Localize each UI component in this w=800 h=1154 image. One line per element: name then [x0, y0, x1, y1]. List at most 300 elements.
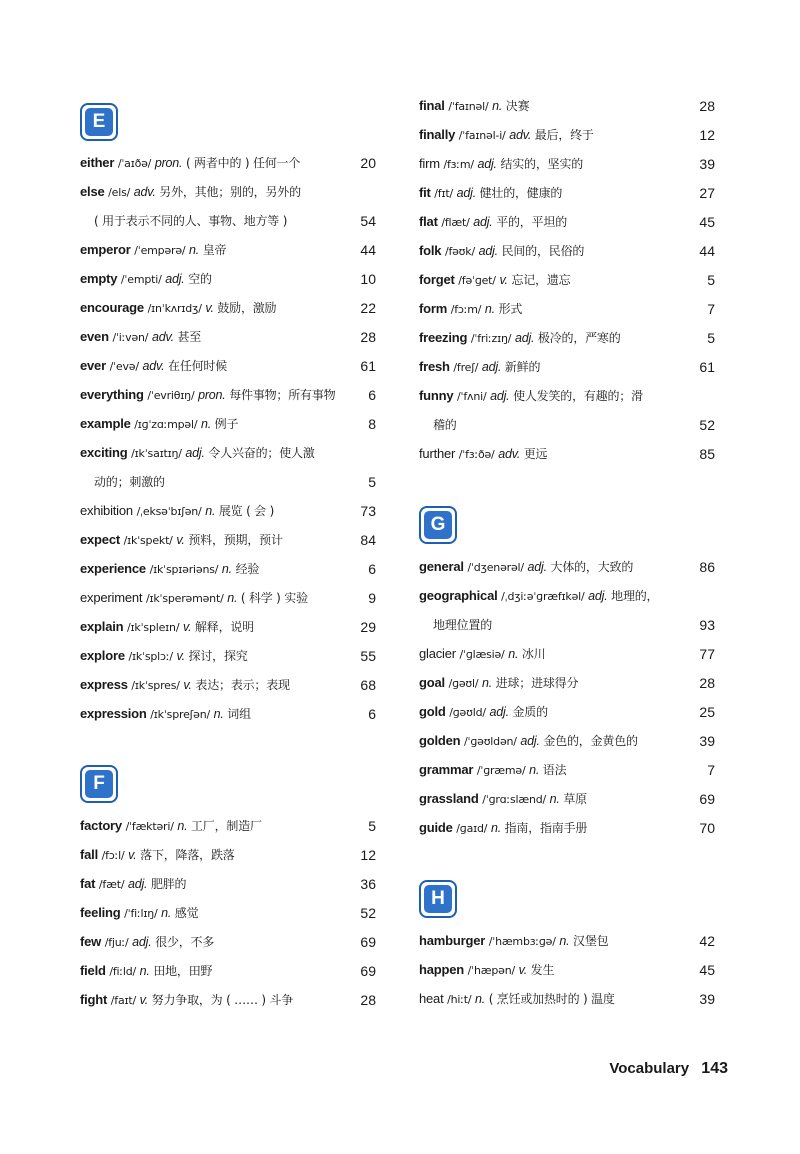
entry-part-of-speech: adj. — [489, 705, 509, 719]
entry-pronunciation: /ˈɡəʊldən/ — [464, 735, 517, 748]
entry-definition: 健壮的，健康的 — [479, 186, 563, 200]
entry-part-of-speech: n. — [139, 964, 150, 978]
entry-text — [419, 155, 583, 172]
entry-part-of-speech: pron. — [198, 388, 226, 402]
entry-pronunciation: /ˈdʒenərəl/ — [467, 561, 524, 574]
vocab-entry — [80, 583, 376, 612]
entry-word: fat — [80, 876, 96, 891]
entry-word: general — [419, 559, 464, 574]
entry-part-of-speech: adj. — [514, 331, 535, 345]
entry-text — [419, 445, 547, 462]
entry-definition: 稽的 — [433, 418, 457, 432]
entry-text — [419, 790, 587, 807]
entry-definition: 结实的，坚实的 — [500, 157, 584, 171]
entry-part-of-speech: adj. — [473, 215, 493, 229]
entry-pronunciation: /ˈfaɪnəl-i/ — [458, 129, 506, 142]
entry-page: 5 — [707, 271, 715, 288]
entry-text — [80, 328, 201, 345]
entry-definition: 大体的，大致的 — [550, 560, 634, 574]
entry-part-of-speech: adj. — [185, 446, 205, 460]
entry-text — [80, 560, 259, 577]
entry-word: emperor — [80, 242, 131, 257]
vocab-entry — [80, 438, 376, 467]
letter-f-badge — [80, 765, 118, 803]
letter-h-badge — [419, 880, 457, 918]
entry-part-of-speech: v. — [205, 301, 214, 315]
entry-page: 70 — [699, 819, 715, 836]
entry-pronunciation: /ɪkˈsperəmənt/ — [145, 592, 224, 605]
entry-definition: 肥胖的 — [150, 877, 187, 891]
entry-page: 69 — [699, 790, 715, 807]
vocab-entry — [419, 352, 715, 381]
entry-definition: 形式 — [498, 302, 523, 316]
entry-pronunciation: /hiːt/ — [447, 993, 472, 1006]
entry-word: form — [419, 301, 448, 316]
entry-pronunciation: /ɪkˈsplɔː/ — [128, 650, 173, 663]
entry-definition: 冰川 — [521, 647, 546, 661]
vocab-entry — [80, 496, 376, 525]
entry-pronunciation: /ˈfʌni/ — [457, 390, 487, 403]
entry-word: field — [80, 963, 106, 978]
entry-text — [419, 126, 594, 143]
entry-word: flat — [419, 214, 438, 229]
vocab-entry — [80, 699, 376, 728]
entry-word: funny — [419, 388, 454, 403]
entry-pronunciation: /ˈfaɪnəl/ — [448, 100, 489, 113]
entry-part-of-speech: n. — [529, 763, 540, 777]
letter-e: E — [85, 108, 113, 136]
vocab-entry — [80, 264, 376, 293]
entry-word: freezing — [419, 330, 468, 345]
entry-pronunciation: /ɪkˈspreʃən/ — [150, 708, 210, 721]
entry-definition: 解释，说明 — [194, 620, 254, 634]
entry-page: 29 — [360, 618, 376, 635]
entry-pronunciation: /ˈempərə/ — [134, 244, 186, 257]
entry-definition: 很少，不多 — [155, 935, 215, 949]
entry-word: express — [80, 677, 128, 692]
vocab-entry — [419, 410, 715, 439]
entry-definition: 令人兴奋的；使人激 — [208, 446, 315, 460]
entry-part-of-speech: n. — [177, 819, 188, 833]
entry-part-of-speech: n. — [213, 707, 224, 721]
entry-definition: 新鲜的 — [504, 360, 541, 374]
vocab-entry — [80, 554, 376, 583]
entry-word: explain — [80, 619, 124, 634]
entry-pronunciation: /fɪt/ — [434, 187, 453, 200]
entry-definition: ( 用于表示不同的人、事物、地方等 ) — [94, 214, 288, 228]
entry-definition: 田地，田野 — [153, 964, 213, 978]
entry-page: 28 — [360, 991, 376, 1008]
entry-text — [419, 213, 567, 230]
entry-text — [419, 674, 578, 691]
entry-page: 36 — [360, 875, 376, 892]
vocab-entry — [419, 178, 715, 207]
entry-page: 45 — [699, 961, 715, 978]
entry-part-of-speech: n. — [227, 591, 238, 605]
entry-page: 28 — [699, 674, 715, 691]
entry-definition: 经验 — [235, 562, 260, 576]
entry-part-of-speech: n. — [161, 906, 172, 920]
entry-word: expect — [80, 532, 120, 547]
entry-page: 69 — [360, 962, 376, 979]
entry-text — [80, 212, 287, 229]
entry-page: 84 — [360, 531, 376, 548]
entry-definition: 语法 — [542, 763, 567, 777]
entry-word: finally — [419, 127, 456, 142]
vocab-entry — [80, 641, 376, 670]
entry-word: heat — [419, 991, 444, 1006]
vocab-entry — [80, 927, 376, 956]
vocab-entry — [419, 294, 715, 323]
entry-page: 9 — [368, 589, 376, 606]
entry-part-of-speech: n. — [475, 992, 486, 1006]
entry-part-of-speech: adv. — [509, 128, 532, 142]
entry-page: 6 — [368, 386, 376, 403]
entry-page: 22 — [360, 299, 376, 316]
entry-word: happen — [419, 962, 465, 977]
entry-definition: 忘记，遗忘 — [511, 273, 571, 287]
entry-definition: 动的；刺激的 — [94, 475, 165, 489]
entry-pronunciation: /ˈevə/ — [109, 360, 139, 373]
entry-text — [80, 415, 238, 432]
entry-definition: 进球；进球得分 — [495, 676, 579, 690]
vocab-entry — [419, 697, 715, 726]
page-number: 143 — [701, 1060, 728, 1077]
entry-part-of-speech: adj. — [520, 734, 540, 748]
vocab-entry — [80, 177, 376, 206]
entry-pronunciation: /ˈhæmbɜːɡə/ — [488, 935, 556, 948]
entry-part-of-speech: adj. — [165, 272, 185, 286]
entry-page: 20 — [360, 154, 376, 171]
entry-page: 86 — [699, 558, 715, 575]
entry-definition: ( 科学 ) 实验 — [240, 591, 308, 605]
entry-part-of-speech: v. — [139, 993, 149, 1007]
entry-part-of-speech: n. — [482, 676, 493, 690]
entry-pronunciation: /fəˈɡet/ — [458, 274, 496, 287]
entry-text — [80, 991, 293, 1008]
entry-text — [80, 904, 198, 921]
entry-part-of-speech: adj. — [478, 244, 498, 258]
entry-definition: ( 烹饪或加热时的 ) 温度 — [488, 992, 615, 1006]
entry-text — [419, 184, 562, 201]
entry-text — [419, 616, 492, 633]
entry-definition: 地理的， — [611, 589, 659, 603]
vocab-entry — [419, 610, 715, 639]
entry-part-of-speech: n. — [490, 821, 501, 835]
entry-definition: 每件事物；所有事物 — [229, 388, 336, 402]
entry-part-of-speech: adj. — [481, 360, 502, 374]
entry-word: further — [419, 446, 456, 461]
vocab-entry — [419, 381, 715, 410]
entry-word: ever — [80, 358, 106, 373]
vocab-entry — [419, 639, 715, 668]
entry-part-of-speech: adv. — [133, 185, 156, 199]
entry-part-of-speech: adj. — [490, 389, 510, 403]
entry-part-of-speech: v. — [176, 649, 185, 663]
entry-word: few — [80, 934, 102, 949]
entry-word: gold — [419, 704, 446, 719]
entry-word: golden — [419, 733, 461, 748]
entry-page: 12 — [699, 126, 715, 143]
entry-pronunciation: /ˈfriːzɪŋ/ — [470, 332, 512, 345]
entry-pronunciation: /els/ — [108, 186, 131, 199]
entry-text — [419, 703, 548, 720]
page-footer — [609, 1060, 728, 1078]
vocab-entry — [80, 898, 376, 927]
vocab-entry — [80, 322, 376, 351]
entry-text — [80, 357, 227, 374]
entry-definition: 空的 — [188, 272, 212, 286]
entry-definition: 地理位置的 — [433, 618, 493, 632]
entry-word: hamburger — [419, 933, 486, 948]
entry-definition: 在任何时候 — [168, 359, 228, 373]
entry-definition: 例子 — [214, 417, 239, 431]
entry-pronunciation: /ˈiːvən/ — [112, 331, 149, 344]
entry-part-of-speech: adj. — [477, 157, 497, 171]
entry-part-of-speech: v. — [128, 848, 137, 862]
entry-part-of-speech: adj. — [127, 877, 148, 891]
letter-f: F — [85, 770, 113, 798]
entry-page: 28 — [699, 97, 715, 114]
entry-definition: 努力争取，为 ( …… ) 斗争 — [151, 993, 294, 1007]
entry-text — [419, 990, 615, 1007]
entry-part-of-speech: adv. — [142, 359, 165, 373]
entry-word: fresh — [419, 359, 450, 374]
entry-pronunciation: /ˈfɜːðə/ — [458, 448, 495, 461]
vocab-entry — [419, 91, 715, 120]
entry-text — [419, 97, 529, 114]
entry-pronunciation: /fjuː/ — [104, 936, 129, 949]
entry-part-of-speech: adj. — [527, 560, 547, 574]
entry-definition: 展览 ( 会 ) — [218, 504, 275, 518]
entry-definition: 极冷的，严寒的 — [537, 331, 621, 345]
entry-text — [419, 587, 658, 604]
vocab-entry — [419, 755, 715, 784]
entry-page: 61 — [699, 358, 715, 375]
entry-part-of-speech: n. — [189, 243, 200, 257]
entry-word: glacier — [419, 646, 456, 661]
entry-text — [80, 589, 308, 606]
vocab-entry — [80, 351, 376, 380]
entry-pronunciation: /ˌeksəˈbɪʃən/ — [136, 505, 202, 518]
entry-part-of-speech: v. — [499, 273, 508, 287]
entry-definition: 另外，其他；别的，另外的 — [159, 185, 301, 199]
entry-page: 5 — [368, 817, 376, 834]
entry-pronunciation: /ˈfæktəri/ — [125, 820, 174, 833]
entry-text — [80, 817, 262, 834]
entry-pronunciation: /ɪnˈkʌrɪdʒ/ — [147, 302, 202, 315]
entry-word: feeling — [80, 905, 121, 920]
entry-definition: 落下，降落，跌落 — [140, 848, 235, 862]
vocab-entry — [419, 984, 715, 1013]
vocab-entry — [80, 206, 376, 235]
entry-text — [80, 299, 276, 316]
entry-word: encourage — [80, 300, 144, 315]
entry-word: empty — [80, 271, 118, 286]
entry-word: experiment — [80, 590, 143, 605]
entry-word: expression — [80, 706, 147, 721]
vocab-entry — [80, 811, 376, 840]
entry-part-of-speech: v. — [182, 620, 192, 634]
entry-part-of-speech: n. — [200, 417, 212, 431]
entry-word: experience — [80, 561, 146, 576]
entry-pronunciation: /ˈaɪðə/ — [117, 157, 152, 170]
vocab-entry — [419, 149, 715, 178]
entry-word: else — [80, 184, 105, 199]
entry-definition: 工厂，制造厂 — [191, 819, 262, 833]
entry-text — [419, 387, 643, 404]
entry-text — [80, 676, 290, 693]
footer-label: Vocabulary — [609, 1060, 690, 1077]
letter-g-badge — [419, 506, 457, 544]
entry-definition: 表达；表示；表现 — [195, 678, 290, 692]
entry-text — [419, 819, 587, 836]
entry-part-of-speech: n. — [559, 934, 570, 948]
entry-pronunciation: /ɡəʊl/ — [448, 677, 479, 690]
entry-text — [80, 444, 315, 461]
entry-page: 55 — [360, 647, 376, 664]
entry-word: exciting — [80, 445, 128, 460]
vocab-entry — [419, 926, 715, 955]
entry-page: 68 — [360, 676, 376, 693]
entry-part-of-speech: adj. — [456, 186, 476, 200]
entry-word: grassland — [419, 791, 479, 806]
vocab-entry — [419, 784, 715, 813]
entry-part-of-speech: adj. — [588, 589, 608, 603]
vocab-entry — [80, 670, 376, 699]
entry-part-of-speech: n. — [484, 302, 495, 316]
entry-text — [80, 241, 226, 258]
entry-page: 7 — [707, 761, 715, 778]
entry-pronunciation: /ˈɡlæsiə/ — [459, 648, 505, 661]
vocab-entry — [419, 207, 715, 236]
entry-text — [80, 183, 301, 200]
entry-part-of-speech: adv. — [151, 330, 174, 344]
vocab-entry — [80, 840, 376, 869]
entry-definition: 金色的，金黄色的 — [543, 734, 638, 748]
entry-page: 93 — [699, 616, 715, 633]
vocab-entry — [419, 236, 715, 265]
entry-definition: 汉堡包 — [573, 934, 609, 948]
entry-part-of-speech: n. — [492, 99, 503, 113]
entry-page: 73 — [360, 502, 376, 519]
entry-text — [80, 846, 235, 863]
vocab-entry — [80, 956, 376, 985]
entry-text — [419, 300, 522, 317]
entry-pronunciation: /ˈempti/ — [120, 273, 162, 286]
entry-word: example — [80, 416, 131, 431]
entry-pronunciation: /ɪkˈspleɪn/ — [127, 621, 180, 634]
entry-part-of-speech: n. — [508, 647, 519, 661]
vocab-entry — [80, 148, 376, 177]
entry-page: 45 — [699, 213, 715, 230]
entry-text — [80, 386, 335, 403]
entry-word: fit — [419, 185, 431, 200]
entry-page: 28 — [360, 328, 376, 345]
letter-g: G — [424, 511, 452, 539]
entry-text — [419, 732, 638, 749]
entry-word: geographical — [419, 588, 498, 603]
entry-part-of-speech: n. — [205, 504, 216, 518]
entry-part-of-speech: n. — [549, 792, 560, 806]
entry-pronunciation: /fiːld/ — [109, 965, 137, 978]
entry-word: fall — [80, 847, 98, 862]
vocab-entry — [80, 869, 376, 898]
letter-e-badge — [80, 103, 118, 141]
vocab-entry — [419, 120, 715, 149]
entry-text — [80, 502, 274, 519]
entry-pronunciation: /ˌdʒiːəˈɡræfɪkəl/ — [501, 590, 585, 603]
entry-definition: 平的，平坦的 — [496, 215, 568, 229]
entry-page: 42 — [699, 932, 715, 949]
entry-definition: 发生 — [530, 963, 555, 977]
vocab-entry — [80, 985, 376, 1014]
entry-text — [80, 154, 300, 171]
entry-definition: 最后，终于 — [534, 128, 594, 142]
vocab-entry — [419, 581, 715, 610]
entry-page: 39 — [699, 155, 715, 172]
entry-part-of-speech: n. — [221, 562, 232, 576]
entry-pronunciation: /ɪkˈspekt/ — [123, 534, 173, 547]
entry-text — [80, 531, 283, 548]
entry-word: either — [80, 155, 115, 170]
vocab-entry — [419, 265, 715, 294]
entry-pronunciation: /flæt/ — [441, 216, 470, 229]
entry-page: 77 — [699, 645, 715, 662]
entry-text — [419, 932, 608, 949]
entry-pronunciation: /ɪɡˈzɑːmpəl/ — [134, 418, 198, 431]
vocab-entry — [419, 726, 715, 755]
entry-part-of-speech: adv. — [498, 447, 521, 461]
entry-definition: 决赛 — [505, 99, 530, 113]
entry-page: 7 — [707, 300, 715, 317]
entry-page: 6 — [368, 560, 376, 577]
entry-word: goal — [419, 675, 445, 690]
entry-page: 69 — [360, 933, 376, 950]
vocab-entry — [80, 409, 376, 438]
entry-definition: 更远 — [523, 447, 548, 461]
letter-h: H — [424, 885, 452, 913]
entry-word: grammar — [419, 762, 474, 777]
entry-pronunciation: /ˈɡræmə/ — [476, 764, 526, 777]
entry-definition: 感觉 — [174, 906, 199, 920]
entry-word: even — [80, 329, 109, 344]
entry-word: exhibition — [80, 503, 133, 518]
entry-definition: 鼓励，激励 — [217, 301, 277, 315]
entry-definition: 皇帝 — [202, 243, 227, 257]
entry-text — [419, 242, 584, 259]
entry-word: fight — [80, 992, 108, 1007]
entry-page: 5 — [368, 473, 376, 490]
vocab-entry — [419, 813, 715, 842]
entry-part-of-speech: v. — [183, 678, 192, 692]
entry-text — [419, 271, 570, 288]
entry-definition: 金质的 — [512, 705, 548, 719]
entry-word: explore — [80, 648, 125, 663]
entry-text — [80, 875, 186, 892]
entry-pronunciation: /fəʊk/ — [444, 245, 475, 258]
vocab-entry — [80, 380, 376, 409]
entry-definition: 使人发笑的，有趣的；滑 — [513, 389, 643, 403]
entry-text — [80, 933, 214, 950]
vocab-entry — [419, 668, 715, 697]
entry-text — [419, 329, 621, 346]
entry-page: 12 — [360, 846, 376, 863]
entry-word: factory — [80, 818, 122, 833]
vocab-entry — [80, 235, 376, 264]
entry-page: 27 — [699, 184, 715, 201]
entry-text — [80, 270, 212, 287]
